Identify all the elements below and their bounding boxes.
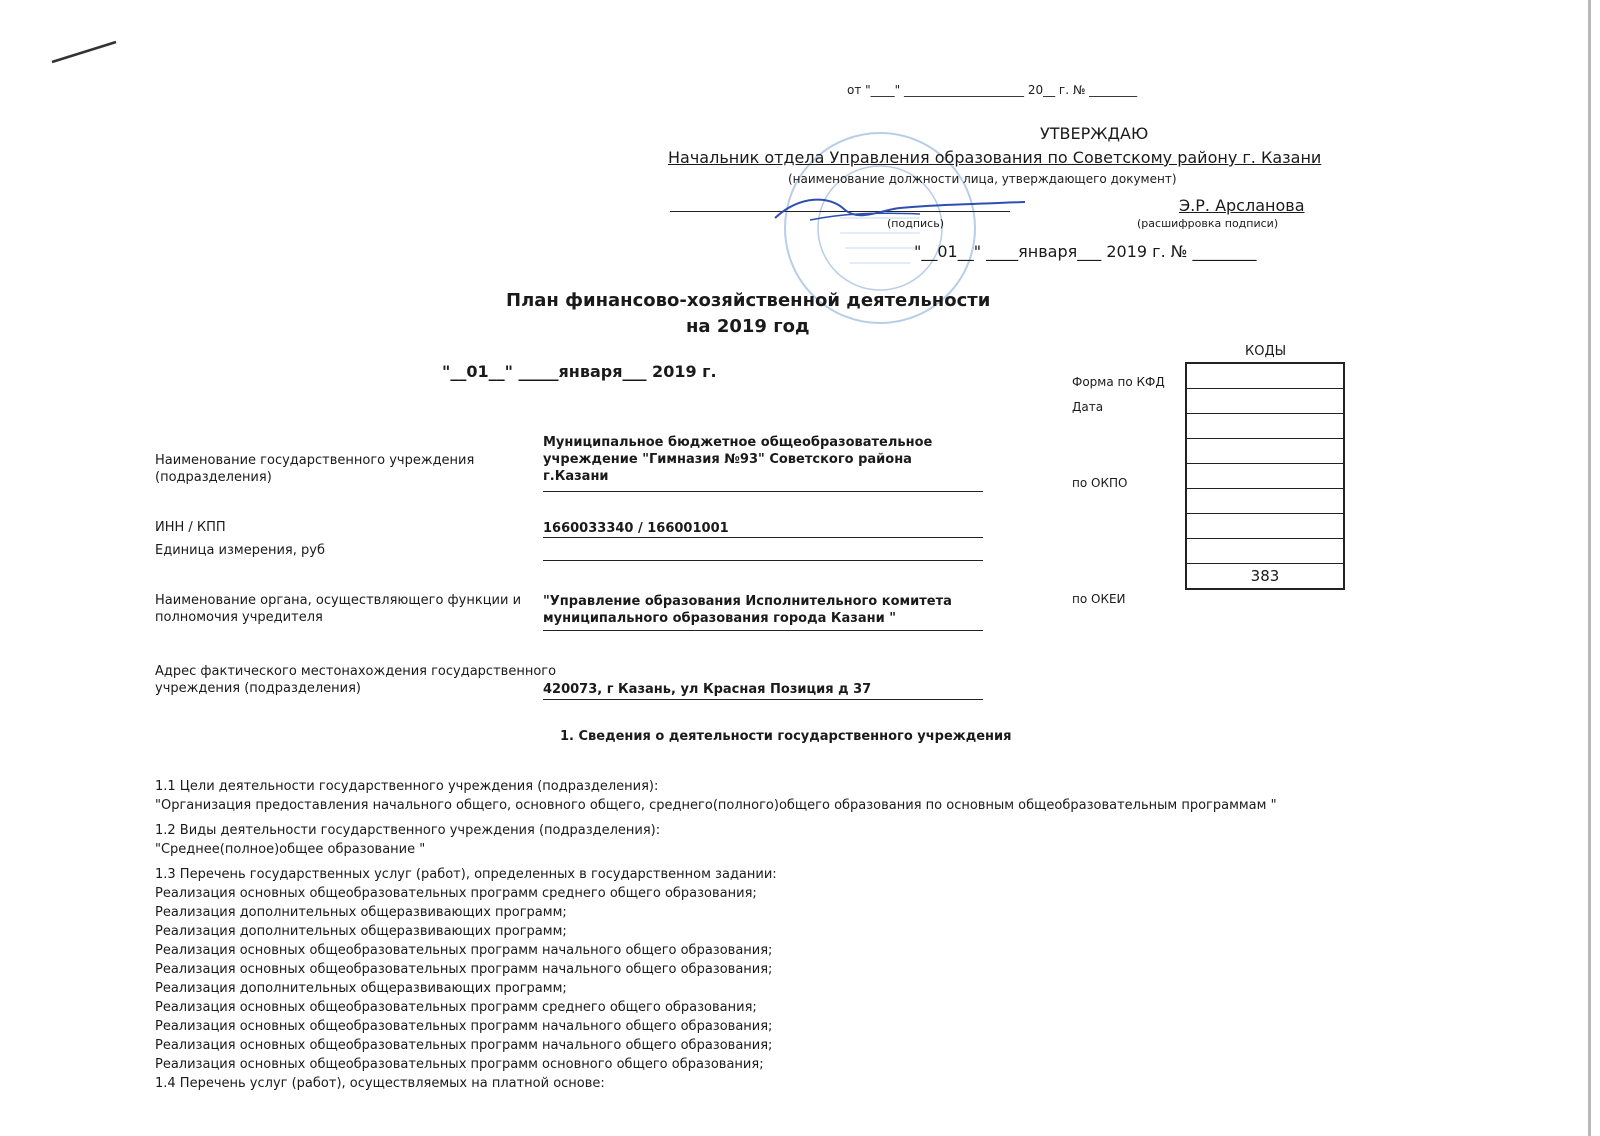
document-title: План финансово-хозяйственной деятельности (506, 290, 991, 311)
field-underline (543, 699, 983, 700)
codes-cell (1187, 489, 1343, 514)
institution-value: Муниципальное бюджетное общеобразовательное учреждение "Гимназия №93" Советского района г.Казани (543, 435, 933, 484)
okpo-label: по ОКПО (1072, 476, 1128, 490)
codes-heading: КОДЫ (1245, 344, 1287, 359)
signature-caption: (подпись) (887, 217, 944, 230)
codes-cell (1187, 364, 1343, 389)
approver-position: Начальник отдела Управления образования по Советскому району г. Казани (668, 148, 1322, 167)
field-underline (543, 491, 983, 492)
unit-label: Единица измерения, руб (155, 543, 325, 558)
plan-date: "__01__" _____января___ 2019 г. (442, 362, 717, 381)
codes-cell (1187, 539, 1343, 564)
name-caption: (расшифровка подписи) (1137, 217, 1279, 230)
codes-cell (1187, 464, 1343, 489)
body-line: Реализация дополнительных общеразвивающих программ; (155, 924, 567, 939)
body-line: 1.2 Виды деятельности государственного учреждения (подразделения): (155, 823, 661, 838)
body-line: 1.3 Перечень государственных услуг (работ), определенных в государственном задании: (155, 867, 777, 882)
body-line: "Организация предоставления начального общего, основного общего, среднего(полного)общего образования по основным общеобразовательным программам " (155, 798, 1277, 813)
body-line: Реализация дополнительных общеразвивающих программ; (155, 981, 567, 996)
inn-label: ИНН / КПП (155, 520, 226, 535)
body-line: 1.4 Перечень услуг (работ), осуществляемых на платной основе: (155, 1076, 605, 1091)
body-line: Реализация основных общеобразовательных программ начального общего образования; (155, 1019, 773, 1034)
body-line: Реализация основных общеобразовательных программ начального общего образования; (155, 962, 773, 977)
document-year: на 2019 год (686, 316, 810, 337)
codes-table (1185, 362, 1345, 590)
body-line: Реализация основных общеобразовательных программ среднего общего образования; (155, 886, 757, 901)
address-value: 420073, г Казань, ул Красная Позиция д 37 (543, 682, 872, 697)
body-line: Реализация основных общеобразовательных программ начального общего образования; (155, 1038, 773, 1053)
position-caption: (наименование должности лица, утверждающего документ) (788, 172, 1177, 186)
section-body (155, 777, 1277, 1093)
codes-cell (1187, 439, 1343, 464)
body-line: Реализация дополнительных общеразвивающих программ; (155, 905, 567, 920)
section-heading: 1. Сведения о деятельности государственного учреждения (560, 729, 1012, 744)
registration-line: от "____" ____________________ 20__ г. № ________ (847, 83, 1138, 97)
approver-name: Э.Р. Арсланова (1179, 196, 1305, 215)
institution-label: Наименование государственного учреждения (подразделения) (155, 453, 475, 485)
codes-cell (1187, 389, 1343, 414)
field-underline (543, 560, 983, 561)
pen-mark (50, 40, 120, 64)
body-line: Реализация основных общеобразовательных программ начального общего образования; (155, 943, 773, 958)
okei-label: по ОКЕИ (1072, 592, 1126, 606)
approve-label: УТВЕРЖДАЮ (1040, 124, 1149, 143)
codes-cell (1187, 414, 1343, 439)
page-edge-line (1588, 0, 1591, 1136)
body-line: "Среднее(полное)общее образование " (155, 842, 426, 857)
body-line: 1.1 Цели деятельности государственного учреждения (подразделения): (155, 779, 659, 794)
form-kfd-label: Форма по КФД (1072, 375, 1165, 389)
inn-value: 1660033340 / 166001001 (543, 521, 729, 536)
body-line: Реализация основных общеобразовательных программ среднего общего образования; (155, 1000, 757, 1015)
address-label: Адрес фактического местонахождения государственного учреждения (подразделения) (155, 664, 557, 696)
codes-cell (1187, 514, 1343, 539)
approval-date: "__01__" ____января___ 2019 г. № ________ (914, 242, 1257, 261)
founder-label: Наименование органа, осуществляющего функции и полномочия учредителя (155, 593, 522, 625)
founder-value: "Управление образования Исполнительного комитета муниципального образования города Казани " (543, 594, 952, 626)
field-underline (543, 630, 983, 631)
okei-value: 383 (1250, 567, 1280, 585)
body-line: Реализация основных общеобразовательных программ основного общего образования; (155, 1057, 764, 1072)
date-label: Дата (1072, 400, 1104, 414)
field-underline (543, 537, 983, 538)
